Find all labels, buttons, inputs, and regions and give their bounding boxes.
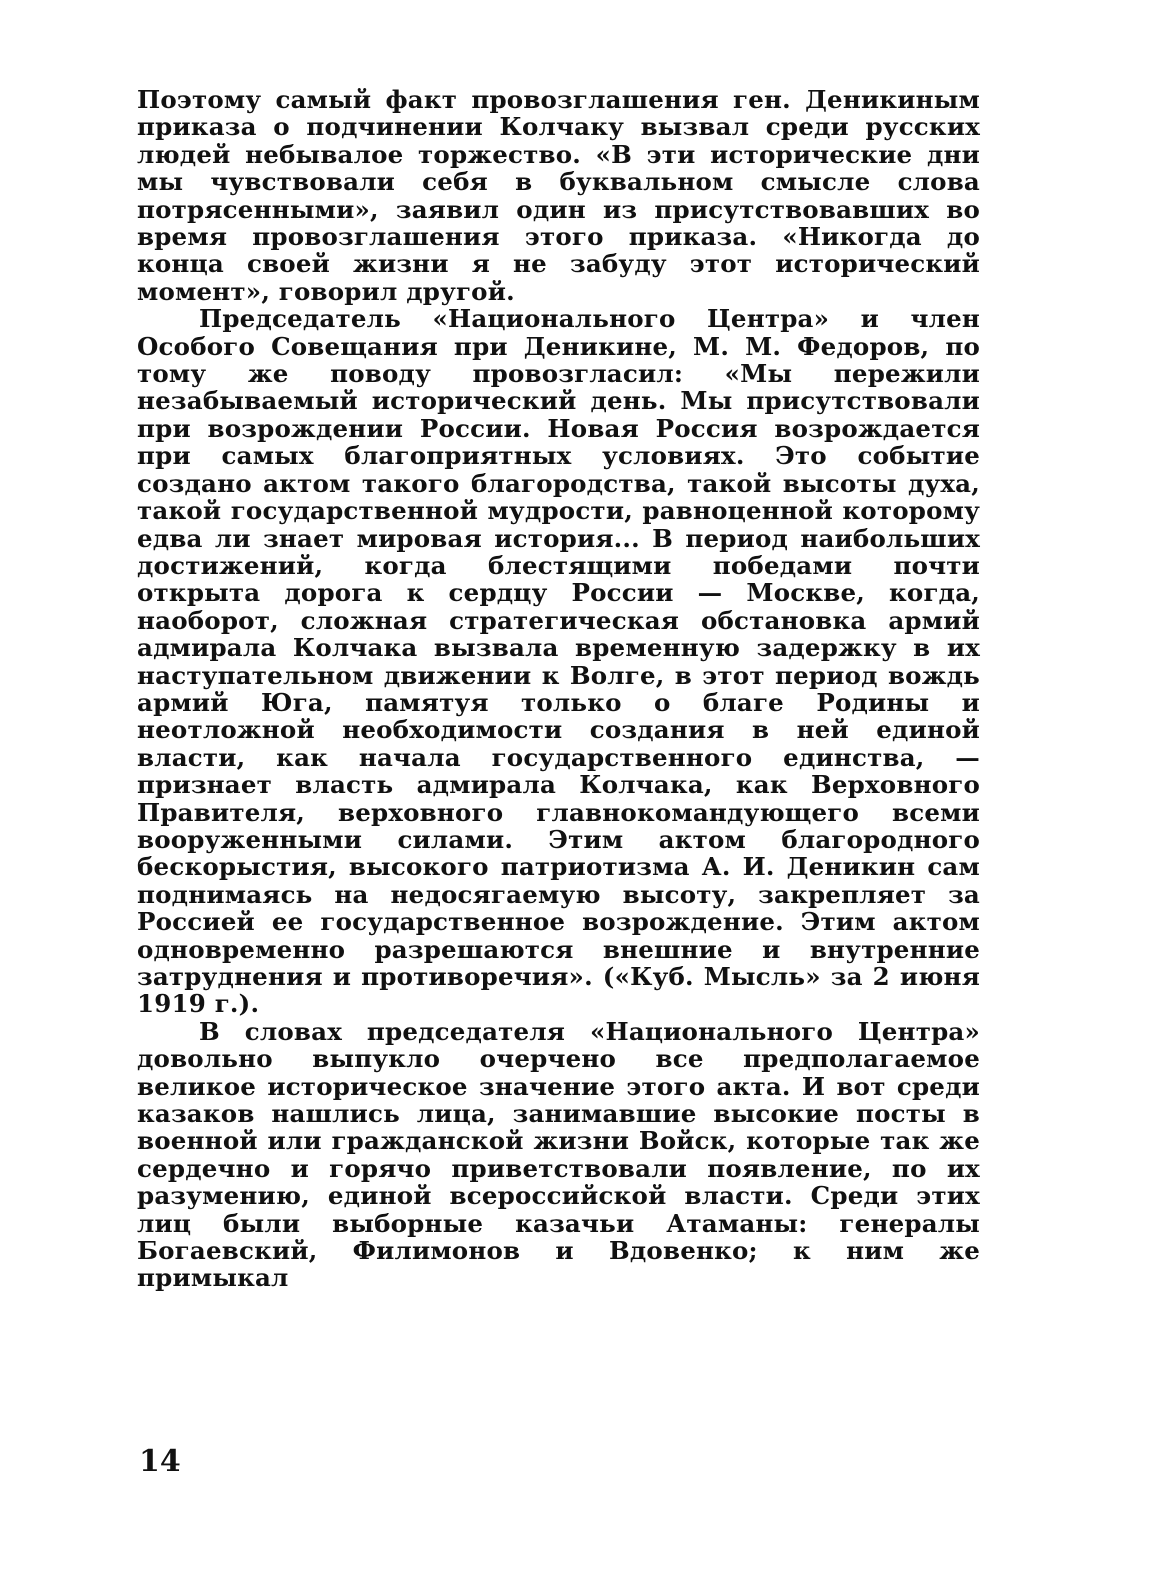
paragraph-2: Председатель «Национального Центра» и член Особого Совещания при Деникине, М. М. Федоров, по тому же поводу провозгласил: «Мы пережили незабываемый исторический день. Мы присутствовали при возрождении России. Новая Россия возрождается при самых благоприятных условиях. Это событие создано актом такого благородства, такой высоты духа, такой государственной мудрости, равноценной которому едва ли знает мировая история... В период наибольших достижений, когда блестящими победами почти открыта дорога к сердцу России — Москве, когда, наоборот, сложная стратегическая обстановка армий адмирала Колчака вызвала временную задержку в их наступательном движении к Волге, в этот период вождь армий Юга, памятуя только о благе Родины и неотложной необходимости создания в ней единой власти, как начала государственного единства, — признает власть адмирала Колчака, как Верховного Правителя, верховного главнокомандующего всеми вооруженными силами. Этим актом благородного бескорыстия, высокого патриотизма А. И. Деникин сам поднимаясь на недосягаемую высоту, закрепляет за Россией ее государственное возрождение. Этим актом одновременно разрешаются внешние и внутренние затруднения и противоречия». («Куб. Мысль» за 2 июня 1919 г.). — [137, 304, 980, 1019]
paragraph-3: В словах председателя «Национального Центра» довольно выпукло очерчено все предполагаемое великое историческое значение этого акта. И вот среди казаков нашлись лица, занимавшие высокие посты в военной или гражданской жизни Войск, которые так же сердечно и горячо приветствовали появление, по их разумению, единой всероссийской власти. Среди этих лиц были выборные казачьи Атаманы: генералы Богаевский, Филимонов и Вдовенко; к ним же примыкал — [137, 1016, 980, 1293]
page-number: 14 — [139, 1444, 181, 1479]
paragraph-1: Поэтому самый факт провозглашения ген. Деникиным приказа о подчинении Колчаку вызвал среди русских людей небывалое торжество. «В эти исторические дни мы чувствовали себя в буквальном смысле слова потрясенными», заявил один из присутствовавших во время провозглашения этого приказа. «Никогда до конца своей жизни я не забуду этот исторический момент», говорил другой. — [137, 85, 980, 306]
body-text — [137, 86, 980, 1292]
